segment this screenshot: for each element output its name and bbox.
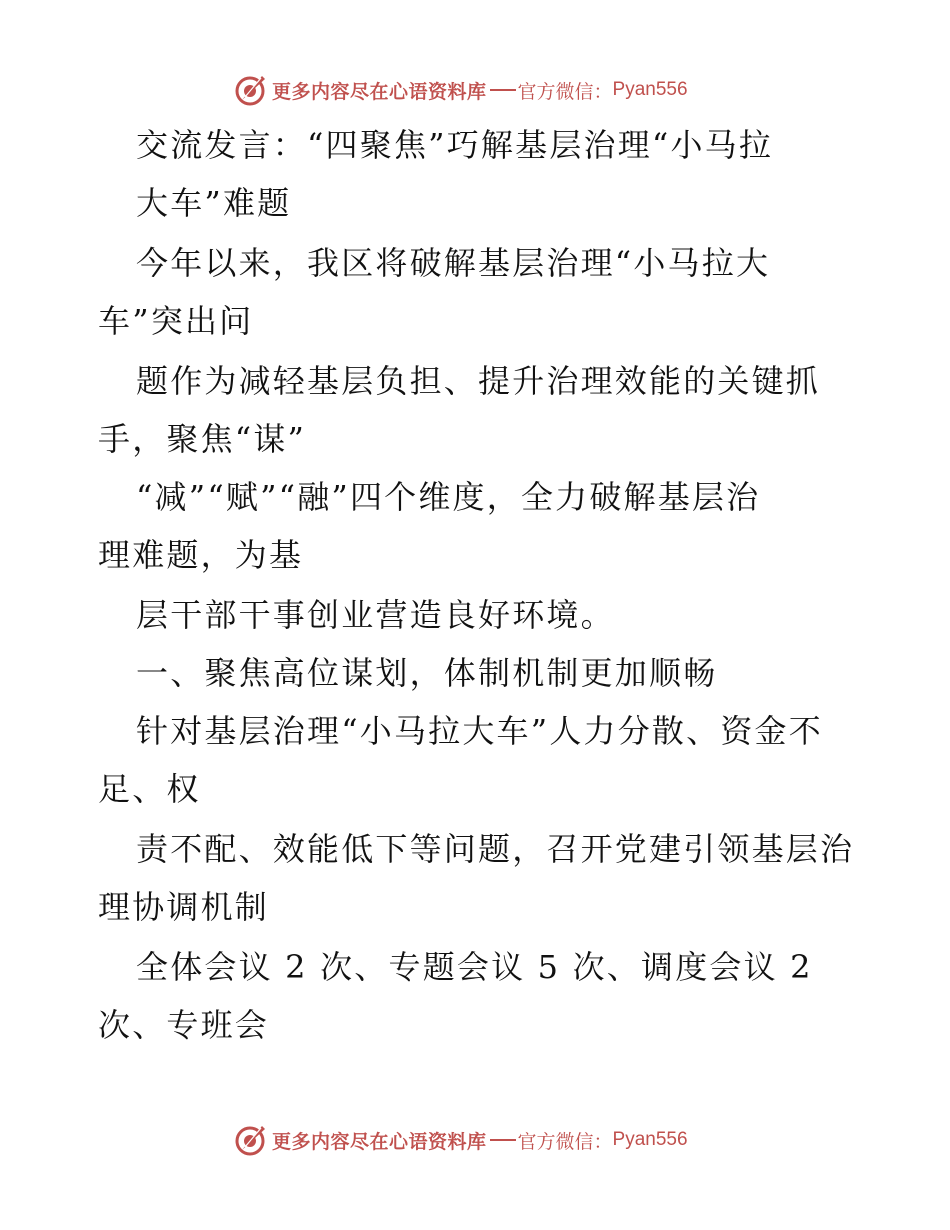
paragraph-line: 手，聚焦“谋” [98,420,307,458]
doc-title-line-2: 大车”难题 [136,184,292,222]
paragraph-line: 理难题，为基 [98,536,304,574]
paragraph-line: 题作为减轻基层负担、提升治理效能的关键抓 [136,362,821,400]
banner-dash [490,1139,516,1141]
paragraph-line: 理协调机制 [98,888,270,926]
banner-wechat-id: Pyan556 [612,79,688,100]
paragraph-line: 车”突出问 [98,302,254,340]
banner-dash [490,89,516,91]
doc-title-line-1: 交流发言：“四聚焦”巧解基层治理“小马拉 [136,126,774,164]
banner-wechat-id: Pyan556 [612,1129,688,1150]
banner-sub-text: 官方微信： [517,80,613,103]
paragraph-line: 层干部干事创业营造良好环境。 [136,596,615,634]
paragraph-line: 次、专班会 [98,1006,270,1044]
banner-main-text: 更多内容尽在心语资料库 [272,80,487,103]
paragraph-line: 今年以来，我区将破解基层治理“小马拉大 [136,244,771,282]
paragraph-line: “减”“赋”“融”四个维度，全力破解基层治 [136,478,761,516]
quill-logo-icon [232,1122,268,1158]
paragraph-line: 针对基层治理“小马拉大车”人力分散、资金不 [136,712,823,750]
paragraph-line: 足、权 [98,770,201,808]
footer-banner [232,1122,688,1158]
section-heading: 一、聚焦高位谋划，体制机制更加顺畅 [136,654,718,692]
banner-sub-text: 官方微信： [517,1130,613,1153]
quill-logo-icon [232,72,268,108]
header-banner [232,72,688,108]
banner-main-text: 更多内容尽在心语资料库 [272,1130,487,1153]
paragraph-line: 责不配、效能低下等问题，召开党建引领基层治 [136,830,855,868]
paragraph-line: 全体会议 2 次、专题会议 5 次、调度会议 2 [136,948,813,986]
